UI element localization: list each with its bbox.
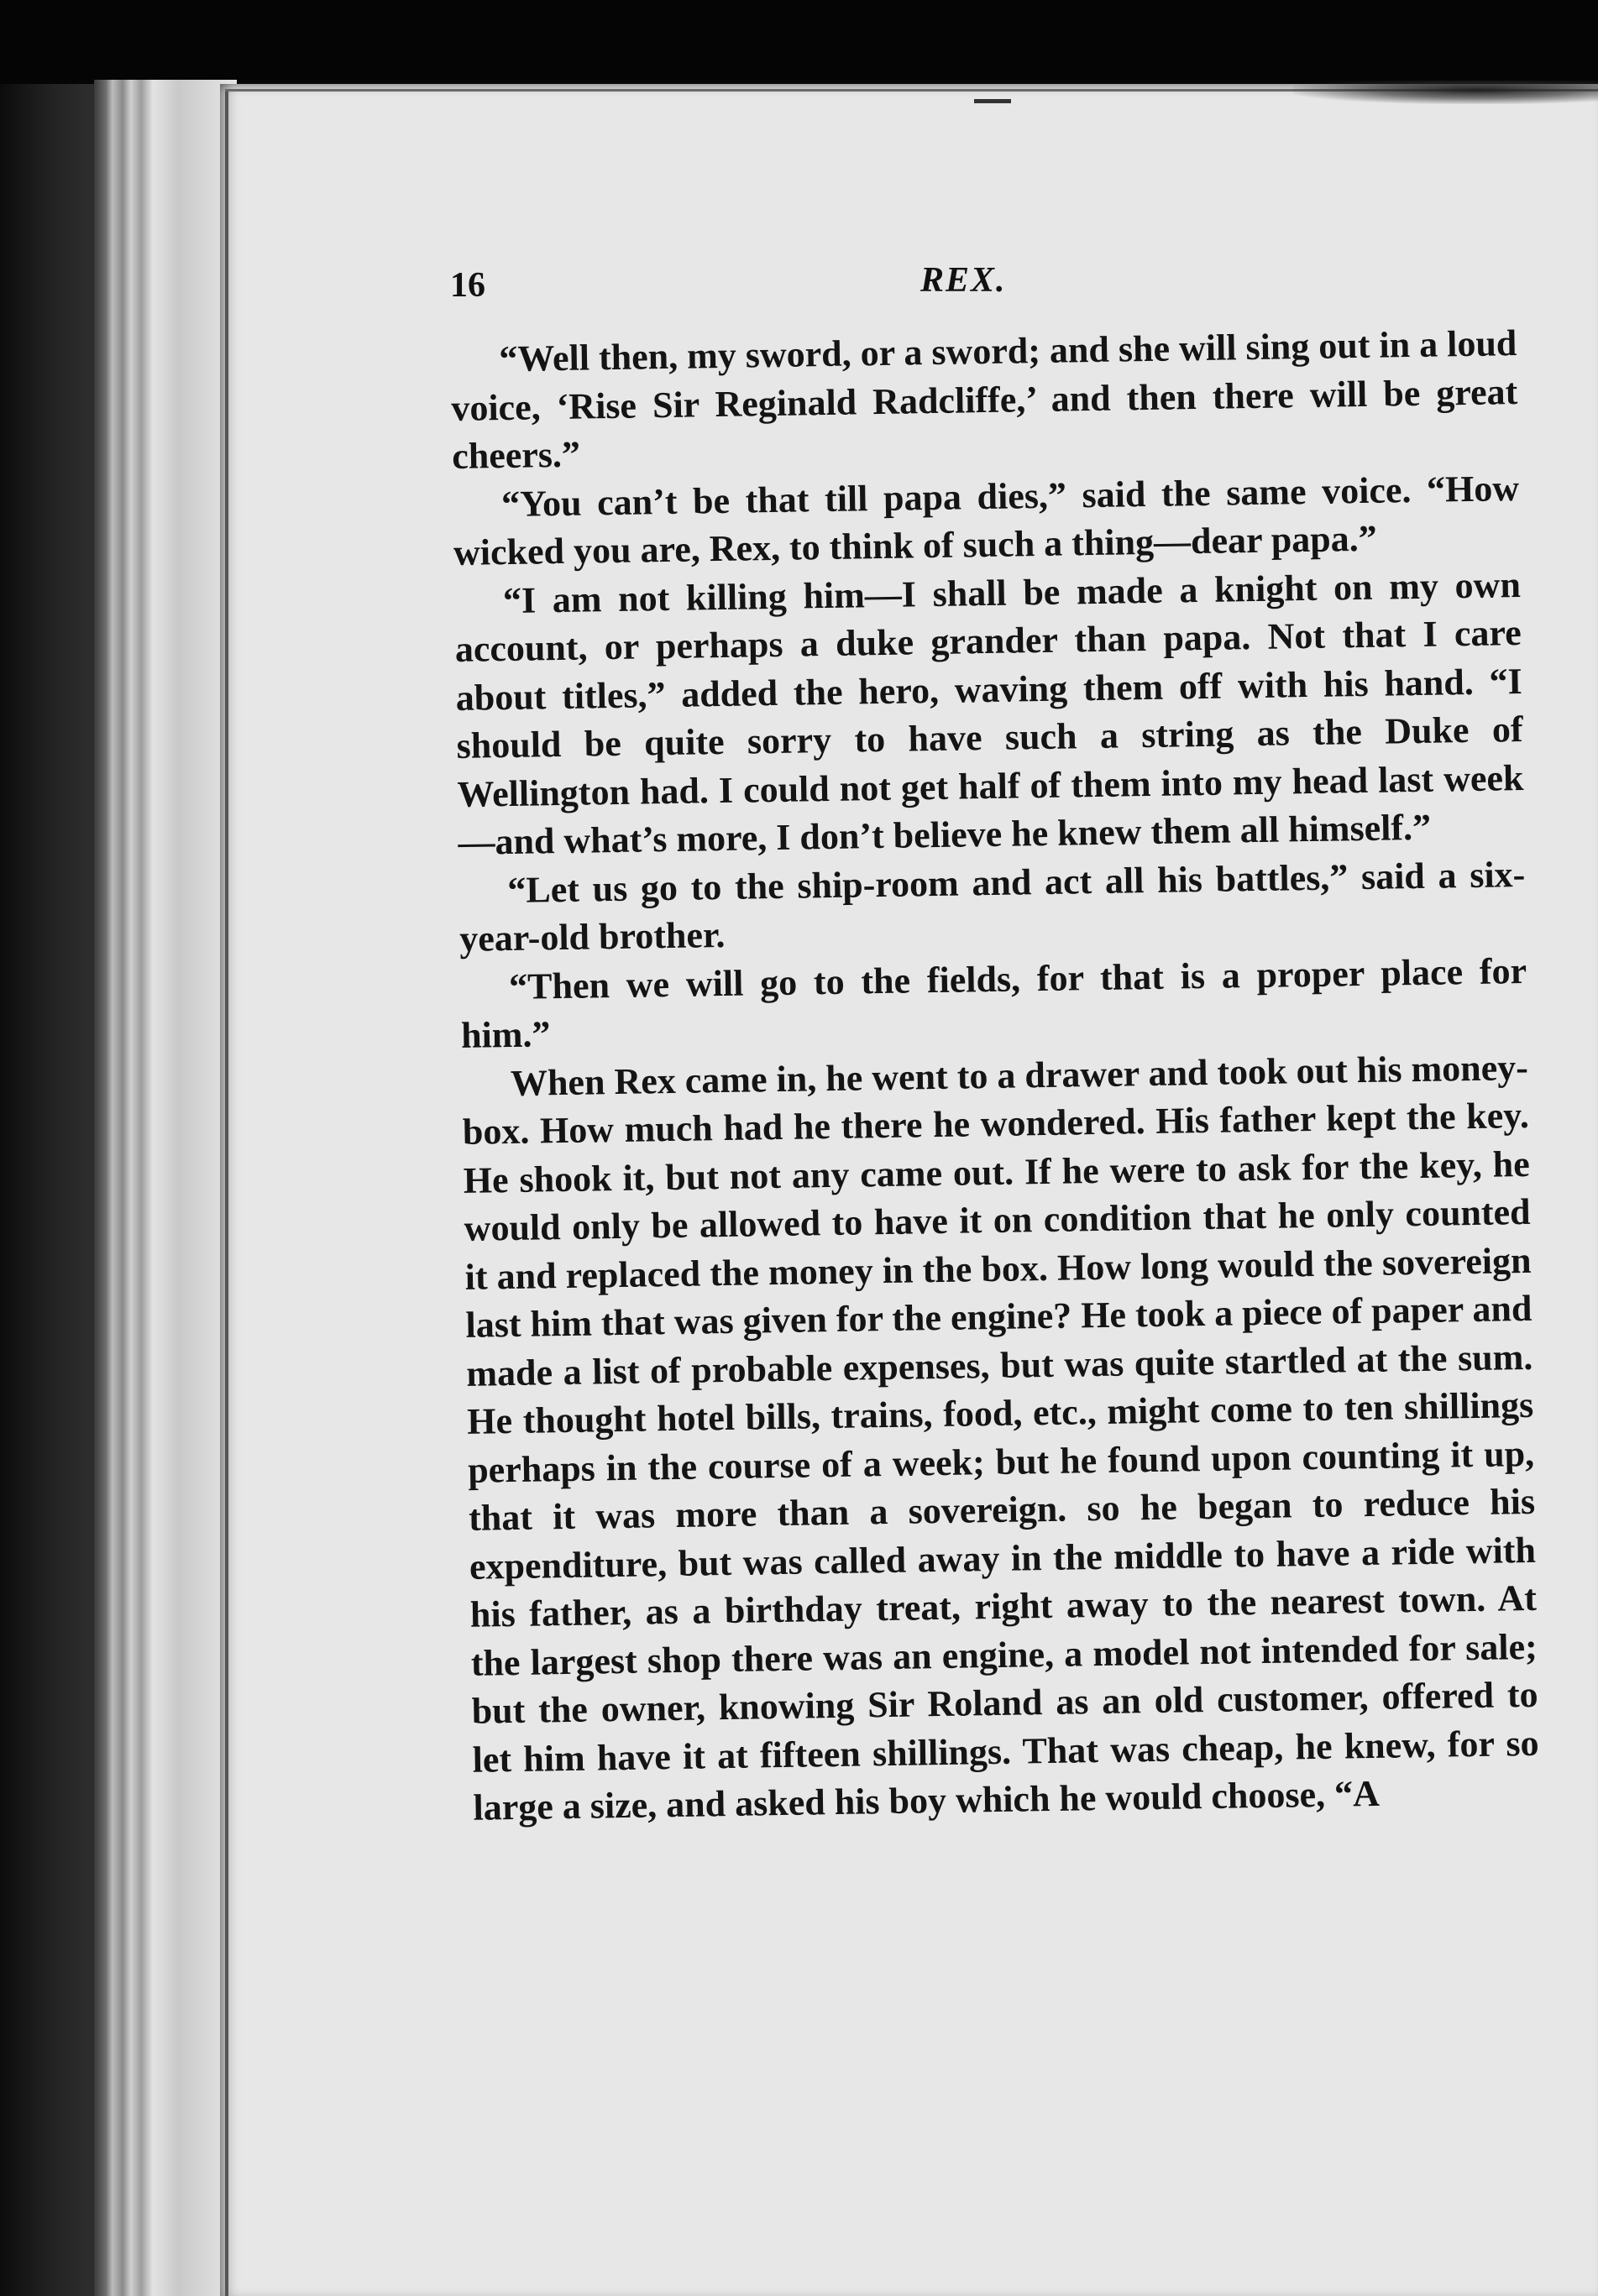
scan-smudge	[1293, 81, 1598, 104]
paragraph: When Rex came in, he went to a drawer and took out his money-box. How much had he there he wondered. His father kept the key. He shook it, but not any came out. If he were to ask for the key, he would only be allowed to have it on condition that he only counted it and replaced the money in the box. How long would the sovereign last him that was given for the engine? He took a piece of paper and made a list of probable expenses, but was quite startled at the sum. He thought hotel bills, trains, food, etc., might come to ten shillings perhaps in the course of a week; but he found upon counting it up, that it was more than a sovereign. so he began to reduce his expenditure, but was called away in the middle to have a ride with his father, as a birthday treat, right away to the nearest town. At the largest shop there was an engine, a model not intended for sale; but the owner, knowing Sir Roland as an old customer, offered to let him have it at fifteen shillings. That was cheap, he knew, for so large a size, and asked his boy which he would choose, “A	[462, 1046, 1539, 1828]
book-page-edges	[94, 80, 237, 2296]
page-left-rule	[225, 89, 228, 2296]
paragraph: “You can’t be that till papa dies,” said the same voice. “How wicked you are, Rex, to think of such a thing—dear papa.”	[453, 467, 1520, 573]
paragraph: “I am not killing him—I shall be made a knight on my own account, or perhaps a duke grander than papa. Not that I care about titles,” added the hero, waving them off with his hand. “I should be quite sorry to have such a string as the Duke of Wellington had. I could not get half of them into my head last week—and what’s more, I don’t believe he knew them all himself.”	[454, 563, 1524, 863]
print-mark	[974, 99, 1011, 103]
running-head: REX.	[920, 261, 1007, 300]
page-header	[450, 260, 1500, 319]
scan-top-border	[0, 0, 1598, 84]
paragraph: “Well then, my sword, or a sword; and she will sing out in a loud voice, ‘Rise Sir Reginald Radcliffe,’ and then there will be great cheers.”	[450, 322, 1518, 477]
body-text	[450, 319, 1540, 1832]
paragraph: “Then we will go to the fields, for that is a proper place for him.”	[460, 949, 1527, 1056]
paragraph: “Let us go to the ship-room and act all his battles,” said a six-year-old brother.	[458, 853, 1526, 960]
page-number: 16	[450, 266, 485, 305]
